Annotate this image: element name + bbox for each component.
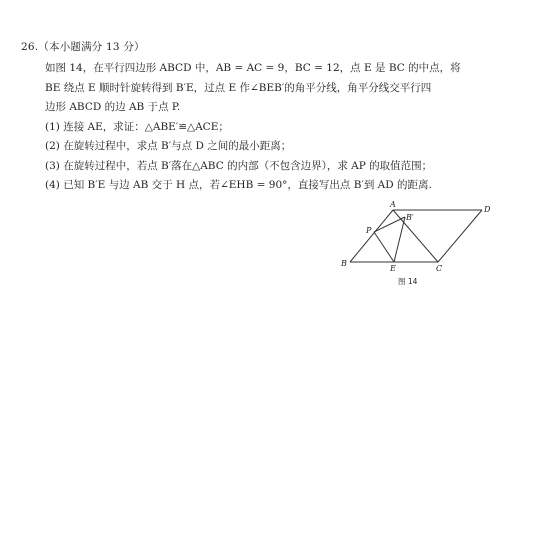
question-4: (4) 已知 B′E 与边 AB 交于 H 点，若∠EHB = 90°，直接写出点 B′到 AD 的距离. (45, 179, 432, 191)
label-b-prime: B′ (406, 213, 414, 222)
label-b: B (341, 259, 347, 268)
statement-line: 边形 ABCD 的边 AB 于点 P. (45, 101, 181, 113)
figure-caption: 图 14 (398, 277, 418, 286)
question-2: (2) 在旋转过程中，求点 B′与点 D 之间的最小距离； (45, 140, 292, 152)
statement-line: 如图 14，在平行四边形 ABCD 中，AB = AC = 9，BC = 12，点 E 是 BC 的中点，将 (45, 62, 461, 74)
segment-cd (438, 210, 482, 262)
label-c: C (436, 264, 443, 273)
label-d: D (484, 205, 491, 214)
segment-pb-prime (374, 217, 405, 232)
figure-14 (332, 196, 502, 296)
segment-ep (374, 232, 394, 262)
problem-number: 26.（本小题满分 13 分） (21, 41, 145, 53)
question-1: (1) 连接 AE，求证：△ABE′≌△ACE； (45, 120, 229, 133)
segment-eb-prime (394, 217, 405, 262)
statement-line: BE 绕点 E 顺时针旋转得到 B′E，过点 E 作∠BEB′的角平分线，角平分线交平行四 (45, 81, 432, 94)
question-3: (3) 在旋转过程中，若点 B′落在△ABC 的内部（不包含边界），求 AP 的取值范围； (45, 159, 433, 172)
problem-statement (45, 59, 500, 196)
label-e: E (390, 264, 396, 273)
segment-ac (393, 210, 438, 262)
geometry-diagram (332, 196, 502, 296)
segment-ab (350, 210, 393, 262)
label-p: P (366, 226, 372, 235)
label-a: A (390, 200, 396, 209)
